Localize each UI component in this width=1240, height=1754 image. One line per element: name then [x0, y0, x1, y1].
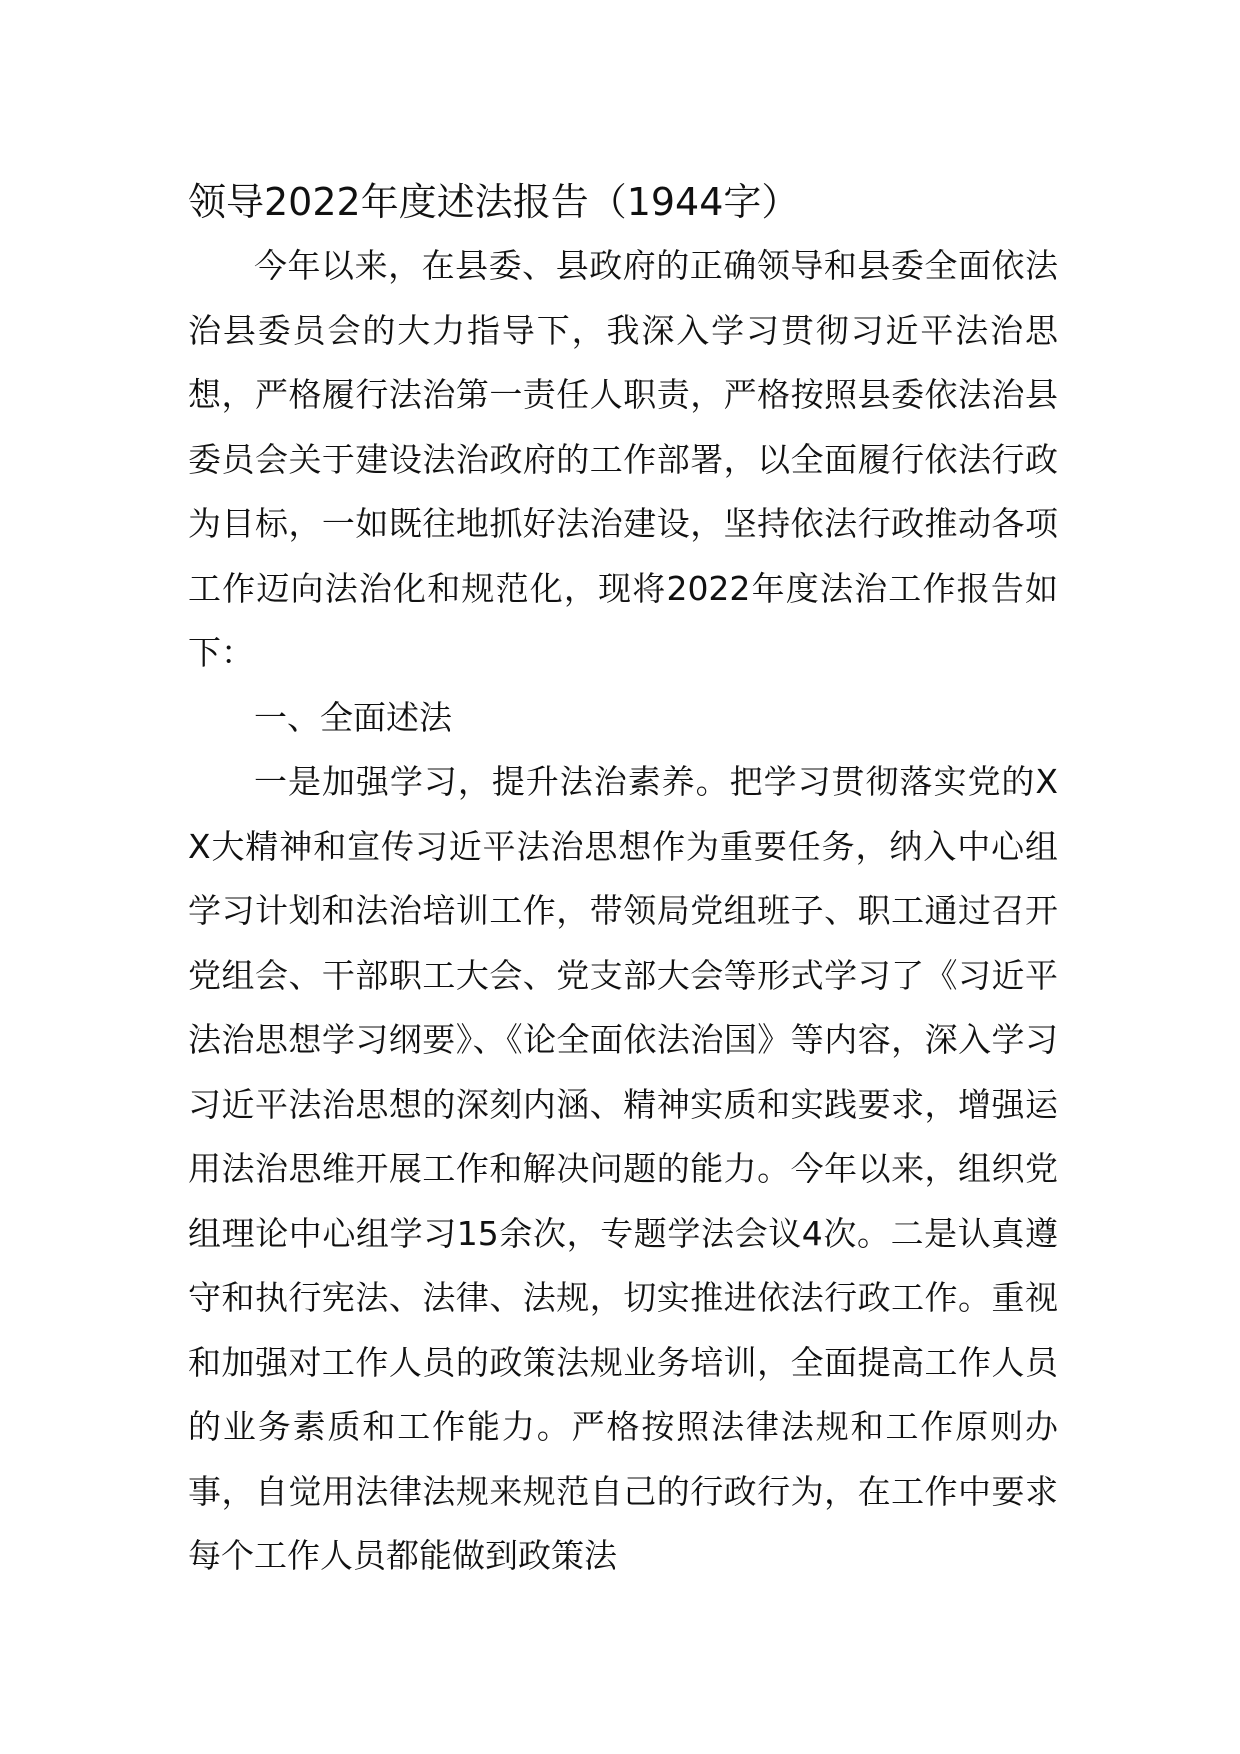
- paragraph-section-1-body: 一是加强学习，提升法治素养。把学习贯彻落实党的XX大精神和宣传习近平法治思想作为重要任务，纳入中心组学习计划和法治培训工作，带领局党组班子、职工通过召开党组会、干部职工大会、党支部大会等形式学习了《习近平法治思想学习纲要》、《论全面依法治国》等内容，深入学习习近平法治思想的深刻内涵、精神实质和实践要求，增强运用法治思维开展工作和解决问题的能力。今年以来，组织党组理论中心组学习15余次，专题学法会议4次。二是认真遵守和执行宪法、法律、法规，切实推进依法行政工作。重视和加强对工作人员的政策法规业务培训，全面提高工作人员的业务素质和工作能力。严格按照法律法规和工作原则办事，自觉用法律法规来规范自己的行政行为，在工作中要求每个工作人员都能做到政策法: [188, 762, 1058, 1575]
- document-body: [188, 170, 1058, 1589]
- section-heading-comprehensive-report: 一、全面述法: [254, 697, 452, 737]
- document-title: 领导2022年度述法报告（1944字）: [188, 180, 800, 224]
- paragraph-intro: 今年以来，在县委、县政府的正确领导和县委全面依法治县委员会的大力指导下，我深入学习贯彻习近平法治思想，严格履行法治第一责任人职责，严格按照县委依法治县委员会关于建设法治政府的工作部署，以全面履行依法行政为目标，一如既往地抓好法治建设，坚持依法行政推动各项工作迈向法治化和规范化，现将2022年度法治工作报告如下：: [188, 246, 1058, 672]
